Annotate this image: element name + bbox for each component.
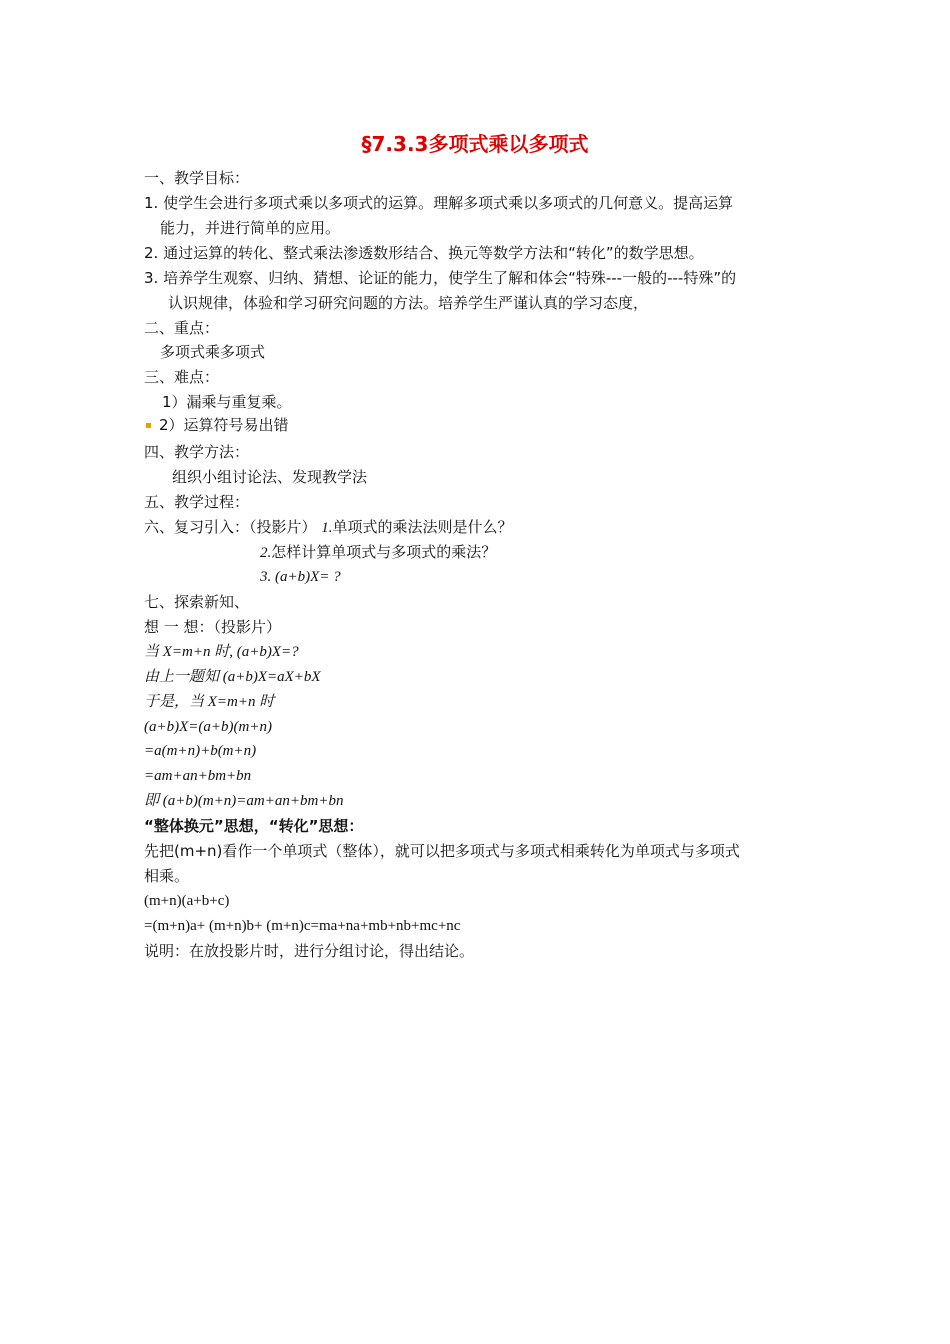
difficulty-heading: 三、难点： [144, 368, 220, 386]
method-heading: 四、教学方法： [144, 443, 250, 461]
objective-3-line-2: 认识规律，体验和学习研究问题的方法。培养学生严谨认真的学习态度， [168, 294, 649, 312]
review-row-2 [260, 542, 496, 563]
objective-2: 2. 通过运算的转化、整式乘法渗透数形结合、换元等数学方法和“转化”的数学思想。 [144, 244, 704, 262]
expression-2: =(m+n)a+ (m+n)b+ (m+n)c=ma+na+mb+nb+mc+nc [144, 918, 461, 934]
review-row-1 [144, 517, 513, 538]
difficulty-item-1: 1）漏乘与重复乘。 [162, 393, 292, 411]
explanation-line-2: 相乘。 [144, 867, 190, 885]
review-q1-number: 1. [321, 520, 333, 536]
review-heading: 六、复习引入：（投影片） [144, 518, 317, 536]
objective-1-line-1: 1. 使学生会进行多项式乘以多项式的运算。理解多项式乘以多项式的几何意义。提高运算 [144, 194, 734, 212]
bullet-mark-icon [146, 423, 151, 428]
explore-line-5: =a(m+n)+b(m+n) [144, 743, 257, 759]
objective-1-line-2: 能力，并进行简单的应用。 [160, 219, 341, 237]
review-q3: 3. (a+b)X= ? [260, 569, 341, 585]
note: 说明：在放投影片时，进行分组讨论，得出结论。 [144, 942, 475, 960]
explore-line-1: 当 X=m+n 时, (a+b)X=? [144, 644, 299, 660]
key-point-heading: 二、重点： [144, 319, 220, 337]
review-q2-text: 怎样计算单项式与多项式的乘法？ [271, 543, 497, 561]
process-heading: 五、教学过程： [144, 493, 250, 511]
difficulty-item-2-row [146, 415, 289, 435]
review-q1-text: 单项式的乘法法则是什么？ [332, 518, 513, 536]
explore-heading: 七、探索新知、 [144, 593, 250, 611]
objective-3-line-1: 3. 培养学生观察、归纳、猜想、论证的能力，使学生了解和体会“特殊---一般的---特殊”的 [144, 269, 737, 287]
objectives-heading: 一、教学目标： [144, 169, 250, 187]
difficulty-item-2: 2）运算符号易出错 [159, 416, 289, 434]
key-point-content: 多项式乘多项式 [160, 343, 266, 361]
explore-line-2: 由上一题知 (a+b)X=aX+bX [144, 669, 321, 685]
idea-heading: “整体换元”思想，“转化”思想： [144, 817, 364, 835]
lesson-title: §7.3.3多项式乘以多项式 [361, 132, 589, 156]
explore-line-7: 即 (a+b)(m+n)=am+an+bm+bn [144, 793, 344, 809]
think-heading: 想 一 想：（投影片） [144, 618, 282, 636]
explore-line-6: =am+an+bm+bn [144, 768, 252, 784]
explanation-line-1: 先把(m+n)看作一个单项式（整体），就可以把多项式与多项式相乘转化为单项式与多项式 [144, 842, 740, 860]
expression-1: (m+n)(a+b+c) [144, 893, 230, 909]
explore-line-4: (a+b)X=(a+b)(m+n) [144, 719, 272, 735]
explore-line-3: 于是，当 X=m+n 时 [144, 694, 275, 710]
method-content: 组织小组讨论法、发现教学法 [172, 468, 368, 486]
review-q2-number: 2. [260, 545, 272, 561]
